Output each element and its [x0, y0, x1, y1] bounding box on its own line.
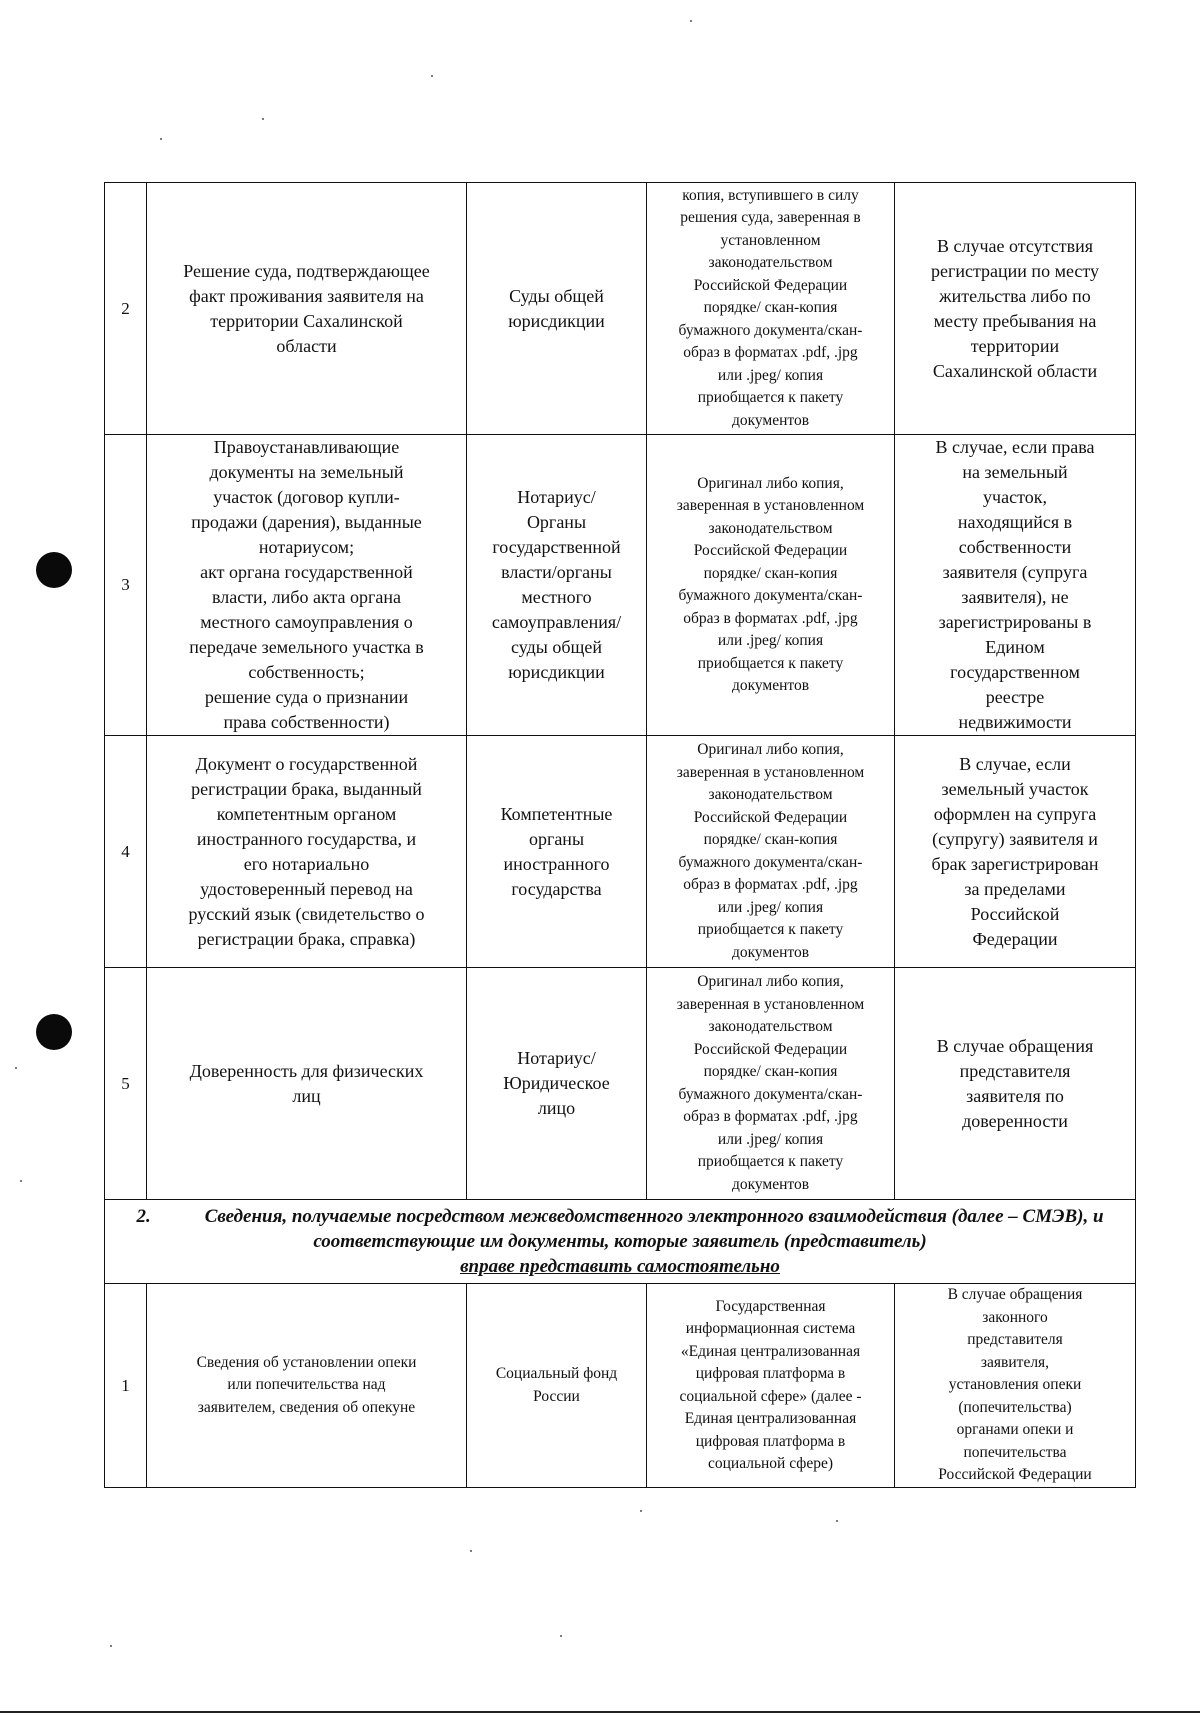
document-name-cell: Решение суда, подтверждающее факт проживания заявителя на территории Сахалинской области — [147, 183, 467, 435]
scan-speck — [20, 1180, 22, 1182]
document-name-cell: Документ о государственной регистрации брака, выданный компетентным органом иностранного государства, и его нотариально удостоверенный перевод на русский язык (свидетельство о регистрации брака, справка) — [147, 736, 467, 968]
section-title: Сведения, получаемые посредством межведомственного электронного взаимодействия (далее – СМЭВ), и соответствующие им документы, которые заявитель (представитель) — [204, 1206, 1104, 1252]
condition-cell: В случае отсутствия регистрации по месту жительства либо по месту пребывания на территории Сахалинской области — [895, 183, 1136, 435]
condition-cell: В случае обращения законного представителя заявителя, установления опеки (попечительства) органами опеки и попечительства Российской Федерации — [895, 1284, 1136, 1488]
issuer-cell: Социальный фонд России — [467, 1284, 647, 1488]
row-number: 1 — [105, 1284, 147, 1488]
section-heading-row — [105, 1200, 1136, 1284]
issuer-cell: Суды общей юрисдикции — [467, 183, 647, 435]
punch-hole-top — [36, 552, 72, 588]
table-row — [105, 736, 1136, 968]
section-number: 2. — [136, 1206, 151, 1227]
document-name-cell: Сведения об установлении опеки или попечительства над заявителем, сведения об опекуне — [147, 1284, 467, 1488]
form-cell: Государственная информационная система «Единая централизованная цифровая платформа в социальной сфере» (далее - Единая централизованная цифровая платформа в социальной сфере) — [647, 1284, 895, 1488]
form-cell: Оригинал либо копия, заверенная в установленном законодательством Российской Федерации порядке/ скан-копия бумажного документа/скан- образ в форматах .pdf, .jpg или .jpeg/ копия приобщается к пакету документов — [647, 435, 895, 736]
scan-speck — [690, 20, 692, 22]
form-cell: Оригинал либо копия, заверенная в установленном законодательством Российской Федерации порядке/ скан-копия бумажного документа/скан- образ в форматах .pdf, .jpg или .jpeg/ копия приобщается к пакету документов — [647, 968, 895, 1200]
form-cell: Оригинал либо копия, заверенная в установленном законодательством Российской Федерации порядке/ скан-копия бумажного документа/скан- образ в форматах .pdf, .jpg или .jpeg/ копия приобщается к пакету документов — [647, 736, 895, 968]
table-row — [105, 1284, 1136, 1488]
punch-hole-bottom — [36, 1014, 72, 1050]
section-2-heading — [105, 1200, 1136, 1284]
table-row — [105, 183, 1136, 435]
table-row — [105, 968, 1136, 1200]
condition-cell: В случае, если земельный участок оформлен на супруга (супругу) заявителя и брак зарегистрирован за пределами Российской Федерации — [895, 736, 1136, 968]
issuer-cell: Нотариус/ Органы государственной власти/органы местного самоуправления/ суды общей юрисдикции — [467, 435, 647, 736]
row-number: 2 — [105, 183, 147, 435]
section-title-tail: вправе представить самостоятельно — [460, 1256, 780, 1277]
table-row — [105, 435, 1136, 736]
scan-speck — [470, 1550, 472, 1552]
scan-speck — [15, 1067, 17, 1069]
document-name-cell: Доверенность для физических лиц — [147, 968, 467, 1200]
issuer-cell: Компетентные органы иностранного государства — [467, 736, 647, 968]
row-number: 5 — [105, 968, 147, 1200]
scan-speck — [431, 75, 433, 77]
scan-speck — [560, 1635, 562, 1637]
scan-speck — [262, 118, 264, 120]
form-cell: копия, вступившего в силу решения суда, заверенная в установленном законодательством Российской Федерации порядке/ скан-копия бумажного документа/скан- образ в форматах .pdf, .jpg или .jpeg/ копия приобщается к пакету документов — [647, 183, 895, 435]
scan-speck — [640, 1510, 642, 1512]
row-number: 3 — [105, 435, 147, 736]
condition-cell: В случае обращения представителя заявителя по доверенности — [895, 968, 1136, 1200]
scan-speck — [160, 138, 162, 140]
scan-speck — [836, 1520, 838, 1522]
issuer-cell: Нотариус/ Юридическое лицо — [467, 968, 647, 1200]
condition-cell: В случае, если права на земельный участок, находящийся в собственности заявителя (супруга заявителя), не зарегистрированы в Едином государственном реестре недвижимости — [895, 435, 1136, 736]
scan-speck — [110, 1645, 112, 1647]
row-number: 4 — [105, 736, 147, 968]
document-name-cell: Правоустанавливающие документы на земельный участок (договор купли- продажи (дарения), выданные нотариусом; акт органа государственной власти, либо акта органа местного самоуправления о передаче земельного участка в собственность; решение суда о признании права собственности) — [147, 435, 467, 736]
scan-edge-line — [0, 1711, 1200, 1713]
documents-table — [104, 182, 1136, 1488]
